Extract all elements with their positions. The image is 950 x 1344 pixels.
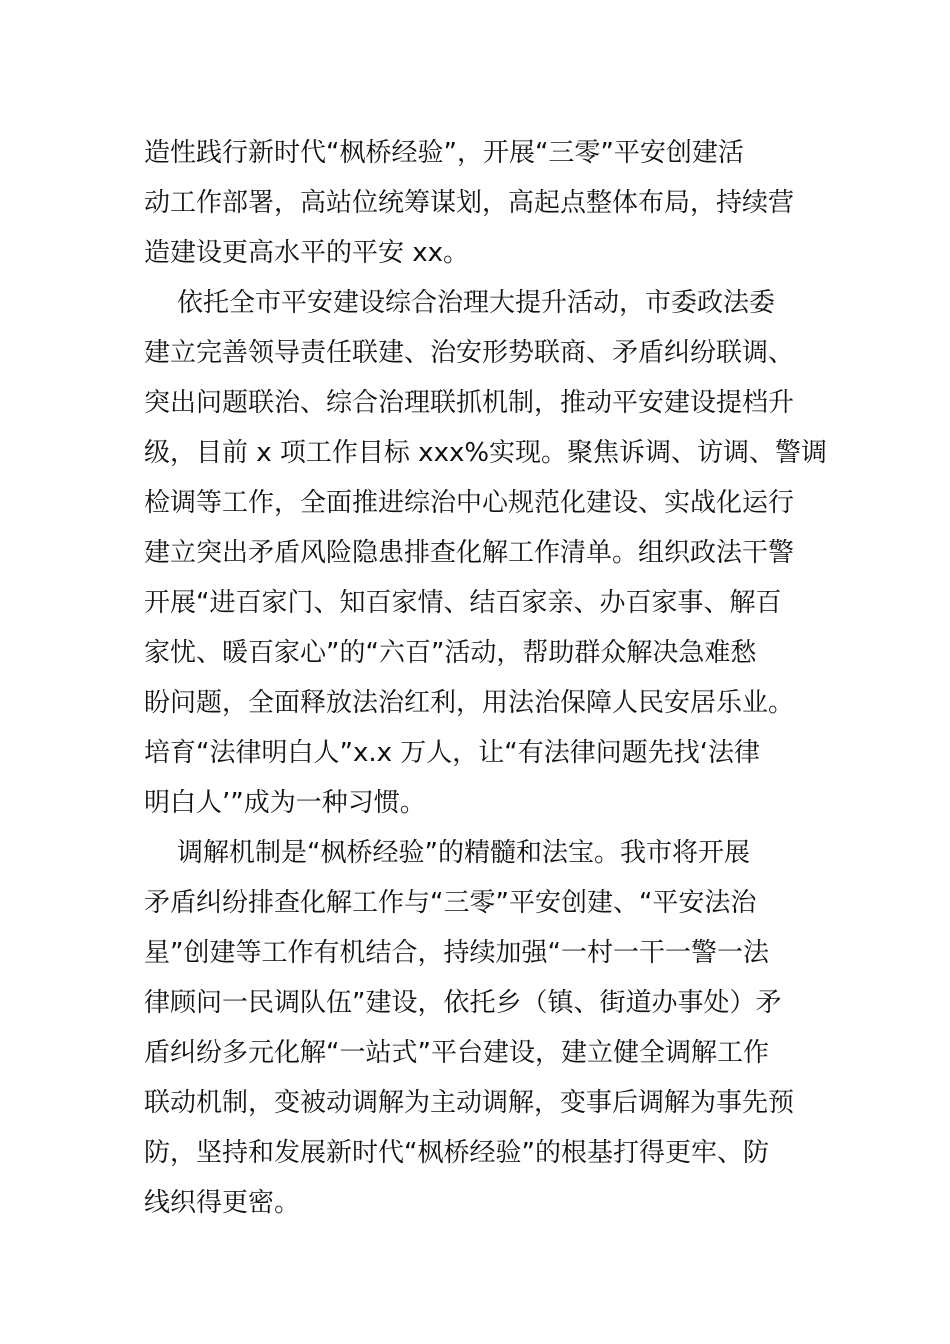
text-line: 线织得更密。	[144, 1188, 301, 1218]
text-line: 造性践行新时代“枫桥经验”，开展“三零”平安创建活	[144, 138, 744, 168]
text-line: 建立突出矛盾风险隐患排查化解工作清单。组织政法干警	[144, 538, 795, 568]
text-line: 防，坚持和发展新时代“枫桥经验”的根基打得更牢、防	[144, 1138, 769, 1168]
text-line: 明白人’”成为一种习惯。	[144, 788, 426, 818]
text-line: 造建设更高水平的平安 xx。	[144, 238, 470, 268]
paragraph-2	[144, 278, 828, 828]
text-line: 级，目前 x 项工作目标 xxx%实现。聚焦诉调、访调、警调	[144, 438, 828, 468]
text-line: 联动机制，变被动调解为主动调解，变事后调解为事先预	[144, 1088, 795, 1118]
text-line: 开展“进百家门、知百家情、结百家亲、办百家事、解百	[144, 588, 782, 618]
text-line: 盾纠纷多元化解“一站式”平台建设，建立健全调解工作	[144, 1038, 769, 1068]
text-line: 检调等工作，全面推进综治中心规范化建设、实战化运行	[144, 488, 795, 518]
text-line: 突出问题联治、综合治理联抓机制，推动平安建设提档升	[144, 388, 795, 418]
text-line: 建立完善领导责任联建、治安形势联商、矛盾纠纷联调、	[144, 338, 795, 368]
document-body	[144, 128, 828, 1228]
text-line: 矛盾纠纷排查化解工作与“三零”平安创建、“平安法治	[144, 888, 757, 918]
paragraph-1	[144, 128, 809, 278]
text-line: 家忧、暖百家心”的“六百”活动，帮助群众解决急难愁	[144, 638, 757, 668]
text-line: 动工作部署，高站位统筹谋划，高起点整体布局，持续营	[144, 188, 795, 218]
text-line: 律顾问一民调队伍”建设，依托乡（镇、街道办事处）矛	[144, 988, 782, 1018]
text-line: 调解机制是“枫桥经验”的精髓和法宝。我市将开展	[144, 838, 750, 868]
paragraph-3	[144, 828, 809, 1228]
text-line: 培育“法律明白人”x.x 万人，让“有法律问题先找‘法律	[144, 738, 760, 768]
text-line: 星”创建等工作有机结合，持续加强“一村一干一警一法	[144, 938, 769, 968]
text-line: 依托全市平安建设综合治理大提升活动，市委政法委	[144, 288, 776, 318]
text-line: 盼问题，全面释放法治红利，用法治保障人民安居乐业。	[144, 688, 795, 718]
